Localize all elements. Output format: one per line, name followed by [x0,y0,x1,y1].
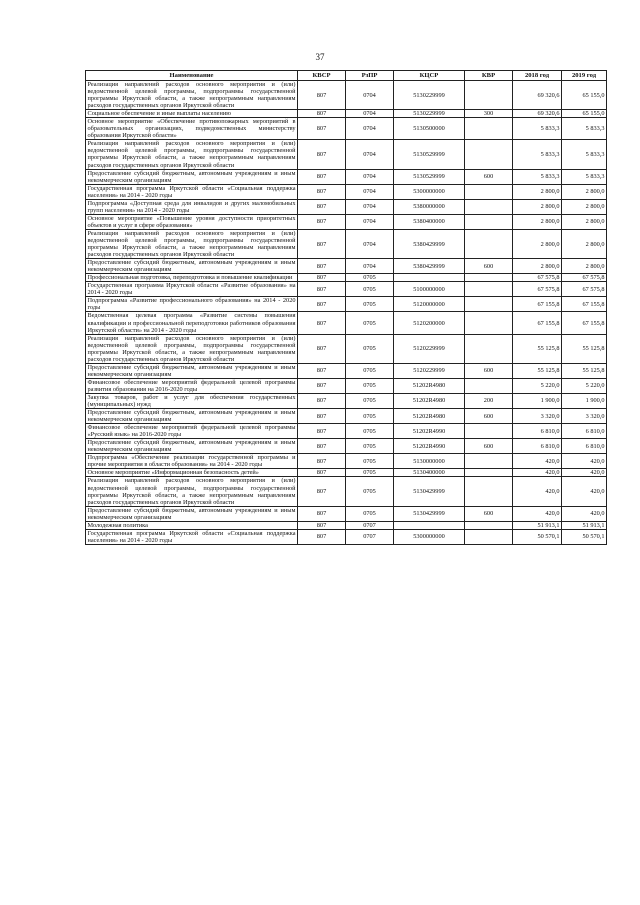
table-row [86,297,607,312]
table-row [86,363,607,378]
header-kvr: КВР [465,71,513,81]
cell-kvsr: 807 [298,110,346,118]
cell-kvsr: 807 [298,259,346,274]
cell-kvr [465,81,513,110]
cell-rzpr: 0704 [346,169,394,184]
cell-kvr [465,424,513,439]
cell-kvr [465,274,513,282]
cell-2018: 2 800,0 [513,229,562,258]
cell-kvsr: 807 [298,274,346,282]
cell-2018: 50 570,1 [513,529,562,544]
table-row [86,184,607,199]
table-header-row [86,71,607,81]
cell-rzpr: 0704 [346,81,394,110]
cell-name: Реализация направлений расходов основного мероприятия и (или) ведомственной целевой программы, подпрограммы государственной программы Иркутской области, а также непрограммным направлениям расходов государственных органов Иркутской области [87,229,296,259]
table-row [86,81,607,110]
table-row [86,439,607,454]
cell-rzpr: 0705 [346,274,394,282]
table-row [86,312,607,334]
cell-kcsr: 5130529999 [394,140,465,169]
cell-kcsr: 5120200000 [394,312,465,334]
cell-2019: 5 833,3 [562,118,607,140]
cell-2018: 69 320,6 [513,81,562,110]
cell-kvsr: 807 [298,439,346,454]
cell-kcsr: 5380400000 [394,214,465,229]
header-rzpr: РзПР [346,71,394,81]
header-2019: 2019 год [562,71,607,81]
cell-kcsr: 51202R4980 [394,409,465,424]
table-row [86,529,607,544]
cell-kvr [465,282,513,297]
cell-kvr [465,214,513,229]
cell-2018: 69 320,6 [513,110,562,118]
cell-kcsr: 5130429999 [394,506,465,521]
cell-kvsr: 807 [298,169,346,184]
budget-table [85,70,607,545]
table-row [86,424,607,439]
header-name: Наименование [86,71,298,81]
cell-name: Государственная программа Иркутской области «Социальная поддержка населения» на 2014 - 2020 годы [87,529,296,544]
cell-2018: 5 833,3 [513,169,562,184]
cell-kvr [465,199,513,214]
cell-name: Предоставление субсидий бюджетным, автономным учреждениям и иным некоммерческим организациям [87,409,296,424]
page-number: 37 [315,52,325,62]
cell-name: Профессиональная подготовка, переподготовка и повышение квалификации [86,274,298,282]
cell-kvr: 600 [465,506,513,521]
cell-rzpr: 0704 [346,118,394,140]
cell-2019: 65 155,0 [562,110,607,118]
table-row [86,214,607,229]
cell-kvr [465,477,513,506]
cell-2019: 51 913,1 [562,521,607,529]
cell-2018: 420,0 [513,477,562,506]
cell-kvsr: 807 [298,229,346,258]
cell-2019: 5 833,3 [562,140,607,169]
cell-kvr: 600 [465,169,513,184]
cell-kvr [465,184,513,199]
cell-kcsr: 51202R4990 [394,424,465,439]
cell-kvr [465,378,513,393]
cell-kvr: 200 [465,393,513,408]
cell-2018: 67 155,8 [513,312,562,334]
cell-kvsr: 807 [298,393,346,408]
table-body [86,81,607,545]
cell-kvsr: 807 [298,199,346,214]
cell-2018: 3 320,0 [513,409,562,424]
cell-2018: 5 220,0 [513,378,562,393]
cell-2019: 3 320,0 [562,409,607,424]
cell-kcsr: 5120229999 [394,363,465,378]
cell-2019: 67 575,8 [562,274,607,282]
cell-2019: 5 220,0 [562,378,607,393]
cell-kcsr: 5300000000 [394,184,465,199]
cell-kvsr: 807 [298,506,346,521]
cell-rzpr: 0705 [346,363,394,378]
cell-rzpr: 0705 [346,393,394,408]
cell-name: Реализация направлений расходов основного мероприятия и (или) ведомственной целевой программы, подпрограммы государственной программы Иркутской области, а также непрограммным направлениям расходов государственных органов Иркутской области [87,140,296,169]
cell-2018: 6 810,0 [513,439,562,454]
table-row [86,477,607,506]
cell-name: Ведомственная целевая программа «Развитие системы повышения квалификации и профессиональной переподготовки работников образования Иркутской области» на 2014 - 2020 годы [87,312,296,334]
cell-name: Социальное обеспечение и иные выплаты населению [86,110,298,118]
cell-rzpr: 0705 [346,424,394,439]
cell-kvr [465,312,513,334]
cell-2019: 55 125,8 [562,334,607,363]
cell-name: Подпрограмма «Развитие профессионального образования» на 2014 - 2020 годы [87,297,296,312]
cell-2019: 420,0 [562,454,607,469]
cell-name: Государственная программа Иркутской области «Социальная поддержка населения» на 2014 - 2020 годы [87,184,296,199]
cell-kcsr: 5130000000 [394,454,465,469]
cell-2019: 420,0 [562,469,607,477]
cell-name: Подпрограмма «Доступная среда для инвалидов и других маломобильных групп населения» на 2014 - 2020 годы [87,199,296,214]
cell-name: Предоставление субсидий бюджетным, автономным учреждениям и иным некоммерческим организациям [87,169,296,184]
cell-2019: 65 155,0 [562,81,607,110]
cell-2018: 67 575,8 [513,274,562,282]
table-row [86,506,607,521]
table-row [86,378,607,393]
cell-name: Реализация направлений расходов основного мероприятия и (или) ведомственной целевой программы, подпрограммы государственной программы Иркутской области, а также непрограммным направлениям расходов государственных органов Иркутской области [87,334,296,363]
cell-kcsr: 51202R4980 [394,378,465,393]
cell-kvr [465,469,513,477]
table-row [86,169,607,184]
cell-kvr [465,454,513,469]
cell-kvsr: 807 [298,469,346,477]
cell-rzpr: 0705 [346,454,394,469]
cell-kvsr: 807 [298,454,346,469]
cell-2019: 55 125,8 [562,363,607,378]
cell-kvsr: 807 [298,529,346,544]
cell-rzpr: 0705 [346,297,394,312]
cell-2019: 67 155,8 [562,312,607,334]
cell-2019: 6 810,0 [562,424,607,439]
header-2018: 2018 год [513,71,562,81]
cell-2018: 420,0 [513,454,562,469]
table-row [86,454,607,469]
cell-kvsr: 807 [298,214,346,229]
cell-2018: 2 800,0 [513,199,562,214]
cell-kvr [465,118,513,140]
table-row [86,469,607,477]
table-row [86,118,607,140]
cell-2018: 5 833,3 [513,118,562,140]
cell-rzpr: 0705 [346,477,394,506]
table-row [86,229,607,258]
cell-kvsr: 807 [298,312,346,334]
cell-kvsr: 807 [298,118,346,140]
table-row [86,409,607,424]
cell-name: Предоставление субсидий бюджетным, автономным учреждениям и иным некоммерческим организациям [87,259,296,274]
cell-2019: 420,0 [562,477,607,506]
table-row [86,110,607,118]
cell-kcsr: 51202R4980 [394,393,465,408]
cell-rzpr: 0705 [346,312,394,334]
cell-kvr: 300 [465,110,513,118]
cell-2018: 420,0 [513,469,562,477]
cell-kvr: 600 [465,259,513,274]
table-row [86,199,607,214]
cell-kvr [465,521,513,529]
cell-kcsr: 51202R4990 [394,439,465,454]
cell-2019: 2 800,0 [562,184,607,199]
cell-name: Реализация направлений расходов основного мероприятия и (или) ведомственной целевой программы, подпрограммы государственной программы Иркутской области, а также непрограммным направлениям расходов государственных органов Иркутской области [87,81,296,110]
cell-kvr: 600 [465,409,513,424]
cell-kcsr: 5130500000 [394,118,465,140]
cell-rzpr: 0704 [346,184,394,199]
cell-rzpr: 0705 [346,282,394,297]
cell-rzpr: 0705 [346,409,394,424]
cell-name: Предоставление субсидий бюджетным, автономным учреждениям и иным некоммерческим организациям [87,506,296,521]
header-kvsr: КВСР [298,71,346,81]
cell-name: Закупка товаров, работ и услуг для обеспечения государственных (муниципальных) нужд [87,393,296,409]
cell-2019: 2 800,0 [562,259,607,274]
cell-kvr: 600 [465,363,513,378]
cell-kvsr: 807 [298,424,346,439]
cell-kvsr: 807 [298,477,346,506]
cell-2018: 2 800,0 [513,184,562,199]
cell-kvsr: 807 [298,140,346,169]
table-row [86,334,607,363]
cell-kvsr: 807 [298,363,346,378]
table-row [86,140,607,169]
cell-kvr [465,140,513,169]
cell-kvr [465,229,513,258]
cell-name: Подпрограмма «Обеспечение реализации государственной программы и прочие мероприятия в области образования» на 2014 - 2020 годы [87,454,296,469]
cell-kvsr: 807 [298,184,346,199]
cell-2018: 67 155,8 [513,297,562,312]
cell-kcsr: 5120000000 [394,297,465,312]
cell-name: Финансовое обеспечение мероприятий федеральной целевой программы «Русский язык» на 2016-2020 годы [87,424,296,439]
cell-name: Молодежная политика [86,521,298,529]
cell-2019: 2 800,0 [562,199,607,214]
cell-rzpr: 0705 [346,378,394,393]
cell-rzpr: 0705 [346,506,394,521]
cell-2019: 420,0 [562,506,607,521]
cell-2018: 420,0 [513,506,562,521]
cell-kcsr: 5100000000 [394,282,465,297]
cell-kvr [465,529,513,544]
cell-kcsr [394,274,465,282]
cell-2019: 1 900,0 [562,393,607,408]
cell-2018: 55 125,8 [513,363,562,378]
cell-rzpr: 0707 [346,521,394,529]
cell-2019: 67 155,8 [562,297,607,312]
cell-rzpr: 0704 [346,229,394,258]
cell-kcsr: 5130229999 [394,81,465,110]
cell-2018: 6 810,0 [513,424,562,439]
cell-2018: 51 913,1 [513,521,562,529]
cell-2018: 2 800,0 [513,214,562,229]
table-row [86,393,607,408]
cell-kvsr: 807 [298,334,346,363]
table-row [86,521,607,529]
cell-2018: 2 800,0 [513,259,562,274]
cell-rzpr: 0704 [346,140,394,169]
cell-name: Основное мероприятие «Обеспечение противопожарных мероприятий в образовательных организациях, подведомственных министерству образования Иркутской области» [87,118,296,140]
cell-kcsr: 5130429999 [394,477,465,506]
cell-kcsr: 5130229999 [394,110,465,118]
table-row [86,259,607,274]
cell-kcsr: 5300000000 [394,529,465,544]
cell-2018: 67 575,8 [513,282,562,297]
cell-name: Предоставление субсидий бюджетным, автономным учреждениям и иным некоммерческим организациям [87,363,296,378]
cell-name: Реализация направлений расходов основного мероприятия и (или) ведомственной целевой программы, подпрограммы государственной программы Иркутской области, а также непрограммным направлениям расходов государственных органов Иркутской области [87,477,296,506]
cell-kvr [465,297,513,312]
cell-kcsr: 5130400000 [394,469,465,477]
table-row [86,274,607,282]
cell-rzpr: 0707 [346,529,394,544]
cell-2019: 67 575,8 [562,282,607,297]
cell-kcsr: 5380429999 [394,259,465,274]
table-row [86,282,607,297]
cell-rzpr: 0704 [346,199,394,214]
cell-name: Предоставление субсидий бюджетным, автономным учреждениям и иным некоммерческим организациям [87,439,296,454]
cell-rzpr: 0704 [346,214,394,229]
cell-kvsr: 807 [298,81,346,110]
cell-name: Государственная программа Иркутской области «Развитие образования» на 2014 - 2020 годы [87,282,296,297]
cell-rzpr: 0705 [346,334,394,363]
cell-kvr: 600 [465,439,513,454]
cell-2019: 2 800,0 [562,229,607,258]
cell-2019: 50 570,1 [562,529,607,544]
cell-kvr [465,334,513,363]
cell-name: Основное мероприятие «Повышение уровня доступности приоритетных объектов и услуг в сфере образования» [87,214,296,229]
cell-2019: 6 810,0 [562,439,607,454]
cell-2018: 55 125,8 [513,334,562,363]
cell-rzpr: 0704 [346,110,394,118]
cell-kvsr: 807 [298,521,346,529]
cell-2018: 1 900,0 [513,393,562,408]
cell-kcsr: 5120229999 [394,334,465,363]
cell-2018: 5 833,3 [513,140,562,169]
cell-kvsr: 807 [298,297,346,312]
cell-rzpr: 0705 [346,469,394,477]
cell-2019: 2 800,0 [562,214,607,229]
cell-2019: 5 833,3 [562,169,607,184]
cell-kvsr: 807 [298,282,346,297]
cell-name: Финансовое обеспечение мероприятий федеральной целевой программы развития образования на 2016-2020 годы [87,378,296,393]
cell-kcsr: 5380429999 [394,229,465,258]
cell-name: Основное мероприятие «Информационная безопасность детей» [86,469,298,477]
cell-rzpr: 0704 [346,259,394,274]
cell-kcsr: 5380000000 [394,199,465,214]
cell-kvsr: 807 [298,378,346,393]
cell-rzpr: 0705 [346,439,394,454]
cell-kcsr: 5130529999 [394,169,465,184]
header-kcsr: КЦСР [394,71,465,81]
cell-kvsr: 807 [298,409,346,424]
cell-kcsr [394,521,465,529]
